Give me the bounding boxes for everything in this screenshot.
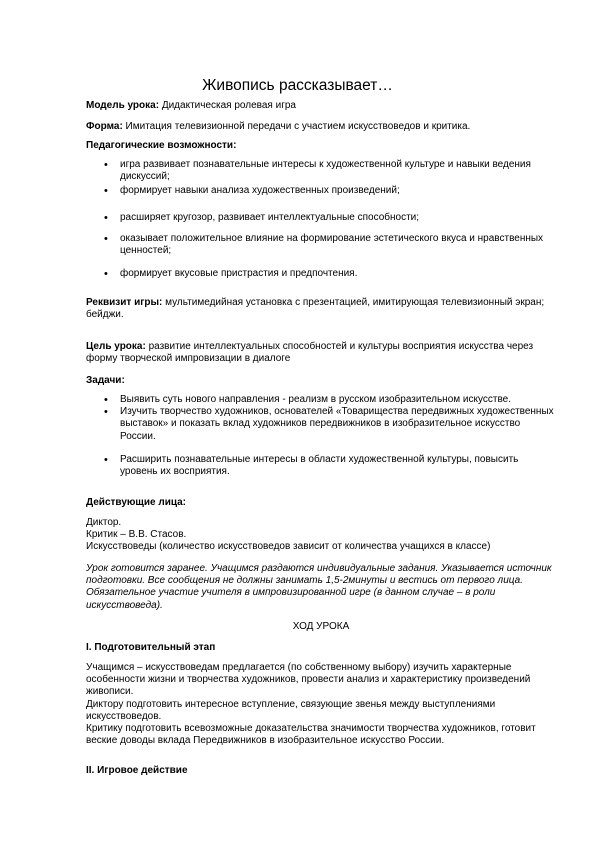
cast-heading: Действующие лица: — [86, 497, 186, 508]
lesson-model-value: Дидактическая ролевая игра — [159, 100, 296, 111]
lesson-form-label: Форма: — [86, 121, 123, 132]
stage1-text — [86, 662, 556, 747]
tasks-list — [104, 394, 556, 478]
props — [86, 297, 556, 321]
stage1-paragraph: Критику подготовить всевозможные доказательства значимости творчества художников, готовит веские доводы вклада Передвижников в изобразительное искусство России. — [86, 723, 536, 747]
tasks-heading: Задачи: — [86, 375, 125, 386]
list-item: • Расширить познавательные интересы в области художественной культуры, повысить уровень их восприятия. — [104, 454, 556, 478]
stage2-heading: II. Игровое действие — [86, 765, 188, 776]
pedagogical-heading: Педагогические возможности: — [86, 140, 237, 151]
props-value: мультимедийная установка с презентацией, имитирующая телевизионный экран; — [162, 297, 545, 308]
list-item: • Выявить суть нового направления - реализм в русском изобразительном искусстве. — [104, 394, 556, 406]
props-line2: бейджи. — [86, 309, 124, 321]
lesson-goal — [86, 341, 556, 365]
lesson-form-value: Имитация телевизионной передачи с участием искусствоведов и критика. — [122, 121, 471, 132]
list-item: • расширяет кругозор, развивает интеллектуальные способности; — [104, 212, 556, 224]
course-heading: ХОД УРОКА — [292, 621, 350, 632]
list-item: • игра развивает познавательные интересы к художественной культуре и навыки ведения дискуссий; — [104, 159, 556, 183]
list-item: • Изучить творчество художников, основателей «Товарищества передвижных художественных выставок» и показать вклад художников передвижников в изобразительное искусство России. — [104, 406, 556, 443]
cast-item: Критик – В.В. Стасов. — [86, 529, 187, 541]
preparation-note: Урок готовится заранее. Учащимся раздаются индивидуальные задания. Указывается источник подготовки. Все сообщения не должны занимать 1,5-2минуты и вестись от первого лица. Обязательное участие учителя в импровизированной игре (в данном случае – в роли искусствоведа). — [86, 563, 552, 611]
lesson-goal-value: развитие интеллектуальных способностей и культуры восприятия искусства через форму творческой импровизации в диалоге — [86, 341, 534, 365]
cast-list — [86, 517, 556, 554]
document-title: Живопись рассказывает… — [202, 77, 393, 94]
cast-item: Диктор. — [86, 517, 122, 528]
stage1-heading: I. Подготовительный этап — [86, 642, 216, 653]
lesson-form — [86, 121, 556, 133]
list-item: • формирует навыки анализа художественных произведений; — [104, 185, 556, 197]
cast-item: Искусствоведы (количество искусствоведов зависит от количества учащихся в классе) — [86, 541, 491, 553]
list-item: • оказывает положительное влияние на формирование эстетического вкуса и нравственных ценностей; — [104, 233, 556, 257]
lesson-model-label: Модель урока: — [86, 100, 160, 111]
lesson-model — [86, 100, 556, 112]
stage1-paragraph: Учащимся – искусствоведам предлагается (по собственному выбору) изучить характерные особенности жизни и творчества художников, провести анализ и характеристику произведений живописи. — [86, 662, 531, 698]
list-item: • формирует вкусовые пристрастия и предпочтения. — [104, 268, 556, 280]
props-label: Реквизит игры: — [86, 297, 163, 308]
stage1-paragraph: Диктору подготовить интересное вступление, связующие звенья между выступлениями искусствоведов. — [86, 698, 496, 722]
lesson-goal-label: Цель урока: — [86, 341, 146, 352]
pedagogical-list — [104, 159, 556, 280]
